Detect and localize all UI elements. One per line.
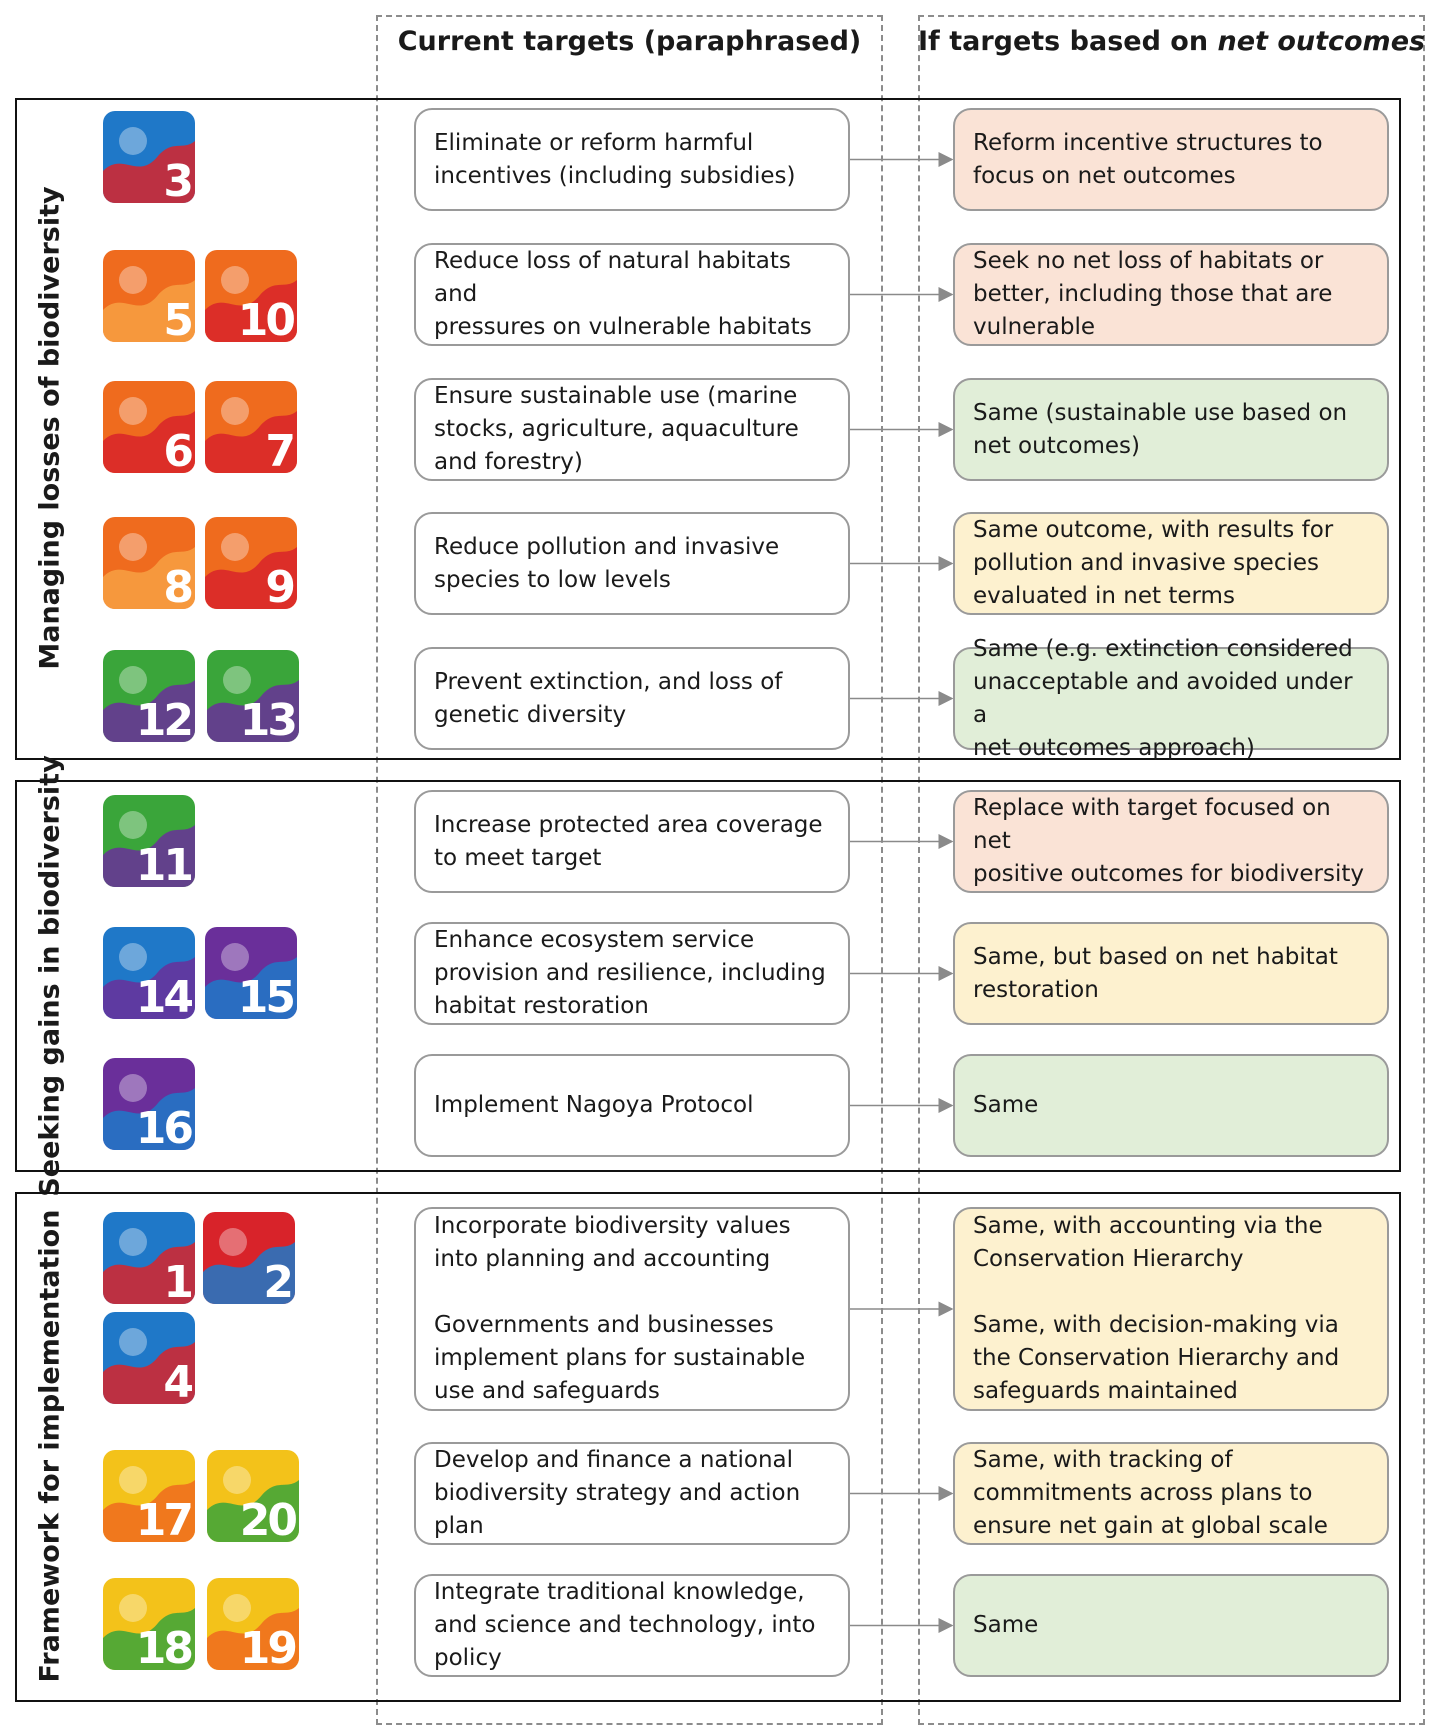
aichi-target-number: 14 (135, 972, 191, 1019)
current-target-box-line: habitat restoration (434, 993, 649, 1019)
net-outcome-box-line: restoration (973, 976, 1099, 1003)
aichi-target-icon (205, 381, 297, 473)
current-target-box-line: species to low levels (434, 566, 671, 593)
net-outcome-box-line: Same (973, 1612, 1039, 1638)
aichi-target-number: 12 (135, 695, 191, 742)
net-outcome-box-line: commitments across plans to (973, 1480, 1313, 1506)
net-outcome-box-line: Replace with target focused on net (973, 795, 1331, 854)
current-target-box-line: Ensure sustainable use (marine (434, 383, 798, 409)
aichi-target-number: 7 (265, 426, 293, 473)
aichi-target-icon (103, 517, 195, 609)
current-target-box (414, 922, 850, 1025)
aichi-target-number: 3 (163, 156, 191, 203)
net-outcome-box (953, 1207, 1389, 1411)
aichi-target-number: 6 (163, 426, 191, 473)
aichi-target-number: 16 (135, 1103, 191, 1150)
net-outcome-box-spacer (973, 1276, 1369, 1309)
net-outcome-box-line: Same, but based on net habitat (973, 943, 1338, 970)
current-target-box (414, 108, 850, 211)
current-target-box-line: Prevent extinction, and loss of (434, 668, 783, 695)
aichi-target-icon (103, 381, 195, 473)
current-target-box-line: Integrate traditional knowledge, (434, 1579, 805, 1605)
current-target-box-line: Governments and businesses (434, 1312, 774, 1338)
net-outcome-box-line: evaluated in net terms (973, 583, 1235, 609)
net-column-header-emphasis: net outcomes (1217, 26, 1426, 57)
aichi-target-icon (207, 1578, 299, 1670)
current-target-box (414, 378, 850, 481)
aichi-target-number: 20 (239, 1495, 295, 1542)
net-outcome-box (953, 1574, 1389, 1677)
aichi-target-icon (103, 927, 195, 1019)
net-outcome-box-line: Same (sustainable use based on (973, 399, 1348, 426)
net-outcome-box-line: ensure net gain at global scale (973, 1513, 1328, 1539)
aichi-target-icon (207, 650, 299, 742)
net-outcome-box (953, 1442, 1389, 1545)
current-target-box-line: stocks, agriculture, aquaculture (434, 416, 799, 442)
current-target-box-line: Reduce loss of natural habitats and (434, 248, 791, 307)
aichi-target-icon (203, 1212, 295, 1304)
current-target-box-line: use and safeguards (434, 1378, 660, 1404)
current-target-box-line: provision and resilience, including (434, 960, 826, 986)
aichi-target-number: 15 (237, 972, 293, 1019)
net-outcome-box (953, 108, 1389, 211)
current-target-box-line: and forestry) (434, 449, 583, 475)
net-outcome-box (953, 243, 1389, 346)
net-outcome-box-line: Same (973, 1092, 1039, 1118)
aichi-target-number: 5 (163, 295, 191, 342)
aichi-target-number: 8 (163, 562, 191, 609)
current-target-box-line: pressures on vulnerable habitats (434, 314, 812, 340)
section-label-3: Framework for implementation (34, 1209, 66, 1683)
current-column-header-text: Current targets (paraphrased) (397, 26, 862, 57)
net-outcome-box-line: unacceptable and avoided under a (973, 668, 1353, 728)
current-target-box (414, 1207, 850, 1411)
net-outcome-box-line: Conservation Hierarchy (973, 1246, 1244, 1272)
aichi-target-icon (207, 1450, 299, 1542)
net-outcome-box-line: safeguards maintained (973, 1378, 1238, 1404)
aichi-target-number: 2 (263, 1257, 291, 1304)
aichi-target-icon (103, 1312, 195, 1404)
aichi-target-icon (103, 1450, 195, 1542)
net-outcome-box-line: Same, with decision-making via (973, 1312, 1339, 1338)
net-outcome-box-line: the Conservation Hierarchy and (973, 1345, 1340, 1371)
net-outcome-box (953, 378, 1389, 481)
net-outcome-box-line: Seek no net loss of habitats or (973, 248, 1324, 274)
aichi-target-icon (103, 1578, 195, 1670)
aichi-target-number: 10 (237, 295, 293, 342)
current-target-box-line: implement plans for sustainable (434, 1345, 806, 1371)
net-outcome-box-line: net outcomes approach) (973, 734, 1255, 761)
aichi-target-icon (205, 517, 297, 609)
aichi-target-number: 18 (135, 1623, 191, 1670)
aichi-target-number: 11 (135, 840, 191, 887)
aichi-target-icon (205, 250, 297, 342)
current-target-box (414, 1054, 850, 1157)
current-target-box-line: into planning and accounting (434, 1246, 771, 1272)
current-target-box-line: plan (434, 1513, 484, 1539)
current-target-box-line: Incorporate biodiversity values (434, 1213, 791, 1239)
current-target-box (414, 647, 850, 750)
net-outcome-box-line: positive outcomes for biodiversity (973, 861, 1364, 887)
current-target-box-line: genetic diversity (434, 701, 627, 728)
net-outcome-box (953, 790, 1389, 893)
current-target-box (414, 1442, 850, 1545)
current-target-box-line: to meet target (434, 844, 602, 871)
current-target-box-line: biodiversity strategy and action (434, 1480, 801, 1506)
net-outcome-box (953, 1054, 1389, 1157)
current-target-box-line: Enhance ecosystem service (434, 927, 755, 953)
current-target-box-line: Increase protected area coverage (434, 811, 823, 838)
net-outcome-box-line: Reform incentive structures to (973, 129, 1323, 156)
aichi-target-number: 9 (265, 562, 293, 609)
net-outcome-box-line: Same, with tracking of (973, 1447, 1233, 1473)
aichi-target-icon (103, 795, 195, 887)
current-target-box (414, 790, 850, 893)
net-outcome-box-line: Same (e.g. extinction considered (973, 635, 1353, 662)
section-label-1: Managing losses of biodiversity (34, 186, 66, 670)
current-target-box-line: and science and technology, into (434, 1612, 816, 1638)
current-target-box-line: Develop and finance a national (434, 1447, 794, 1473)
section-label-2: Seeking gains in biodiversity (34, 755, 66, 1197)
net-outcome-box (953, 512, 1389, 615)
aichi-target-icon (103, 1058, 195, 1150)
net-outcome-box (953, 635, 1389, 761)
aichi-target-number: 4 (163, 1357, 191, 1404)
current-target-box (414, 1574, 850, 1677)
net-outcome-box-line: focus on net outcomes (973, 162, 1236, 189)
aichi-target-number: 1 (163, 1257, 191, 1304)
aichi-target-number: 19 (239, 1623, 295, 1670)
current-target-box-spacer (434, 1276, 830, 1309)
current-target-box-line: Eliminate or reform harmful (434, 129, 754, 156)
current-target-box-line: Implement Nagoya Protocol (434, 1092, 754, 1118)
aichi-target-number: 13 (239, 695, 295, 742)
net-outcome-box-line: better, including those that are (973, 281, 1333, 307)
aichi-target-number: 17 (135, 1495, 191, 1542)
net-outcome-box (953, 922, 1389, 1025)
net-outcome-box-line: vulnerable (973, 314, 1095, 340)
net-outcome-box-line: net outcomes) (973, 432, 1140, 459)
current-target-box-line: incentives (including subsidies) (434, 162, 796, 189)
current-target-box-line: Reduce pollution and invasive (434, 533, 780, 560)
aichi-target-icon (205, 927, 297, 1019)
net-column-header-prefix: If targets based on (918, 26, 1218, 57)
net-outcome-box-line: Same, with accounting via the (973, 1213, 1323, 1239)
aichi-target-icon (103, 111, 195, 203)
aichi-target-icon (103, 650, 195, 742)
current-target-box (414, 243, 850, 346)
aichi-target-icon (103, 250, 195, 342)
net-outcome-box-line: pollution and invasive species (973, 550, 1319, 576)
current-target-box (414, 512, 850, 615)
current-target-box-line: policy (434, 1645, 502, 1671)
net-outcome-box-line: Same outcome, with results for (973, 517, 1334, 543)
aichi-target-icon (103, 1212, 195, 1304)
